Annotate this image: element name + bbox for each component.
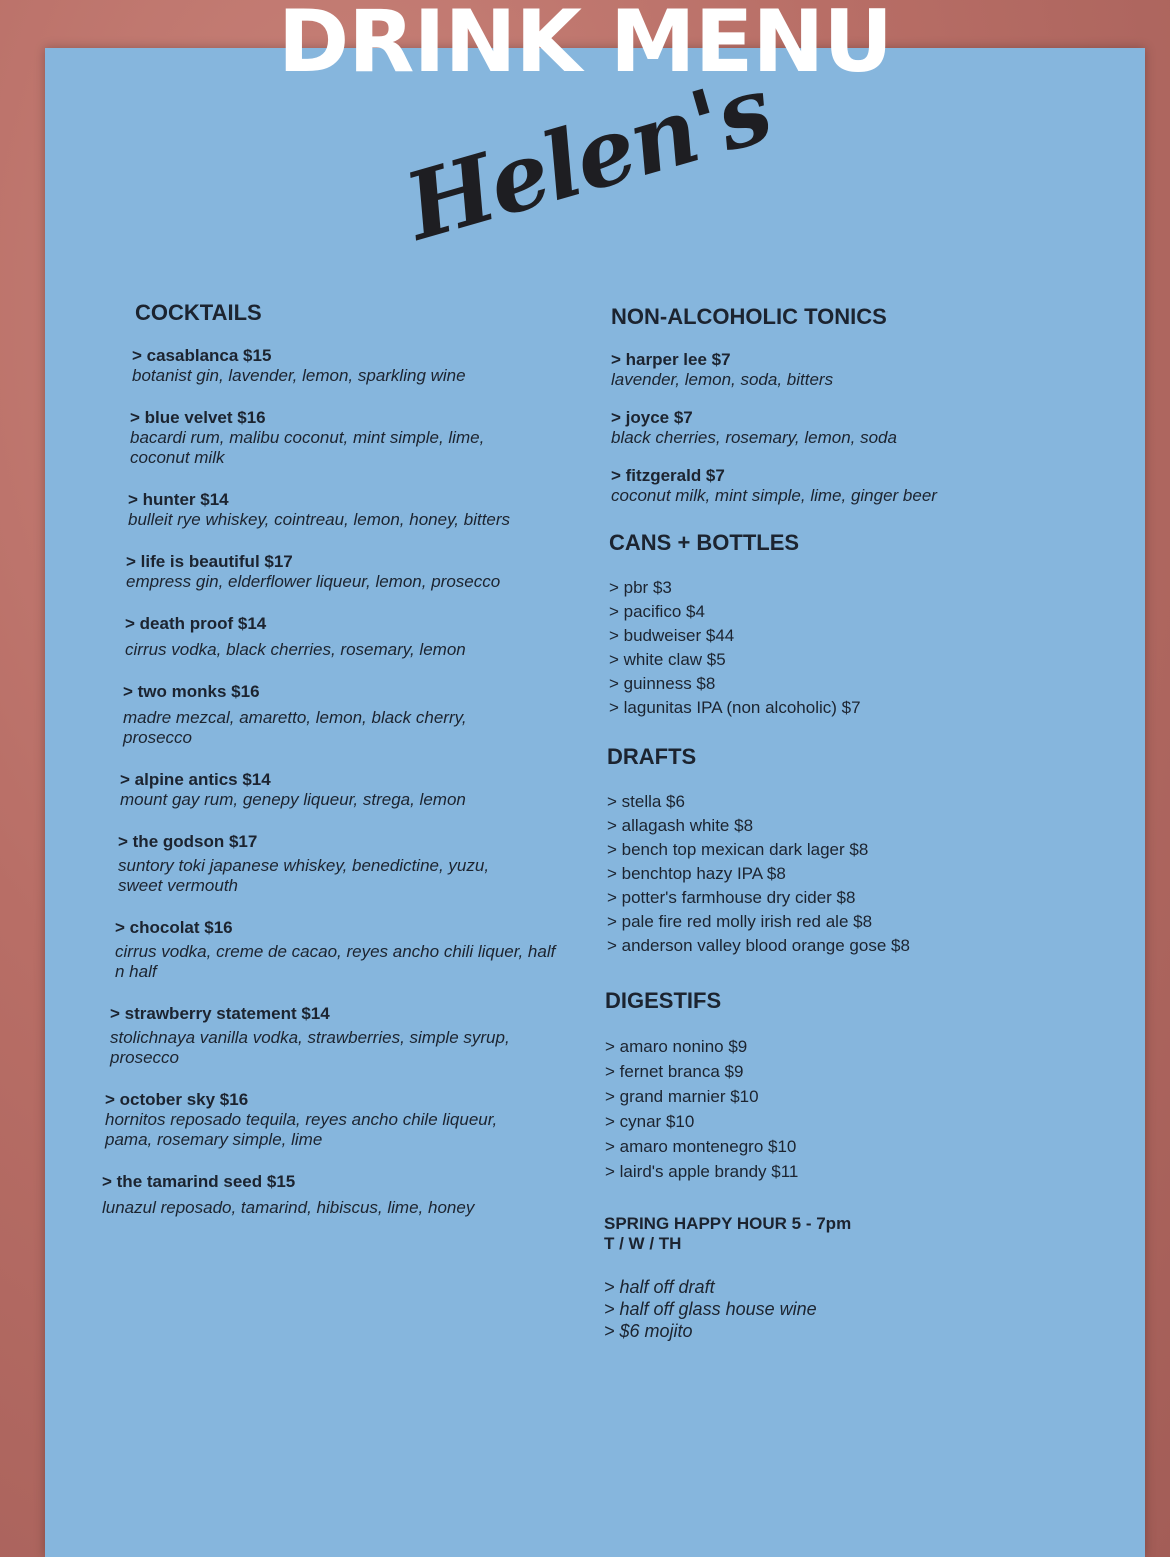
item-desc: coconut milk, mint simple, lime, ginger beer — [611, 486, 937, 505]
list-item — [125, 614, 570, 660]
list-item — [130, 408, 570, 468]
item-desc: bulleit rye whiskey, cointreau, lemon, honey, bitters — [128, 510, 511, 529]
list-item — [105, 1090, 570, 1150]
happy-hour-days: T / W / TH — [604, 1234, 682, 1253]
item-desc: suntory toki japanese whiskey, benedictine, yuzu, sweet vermouth — [118, 856, 490, 895]
item-name: > hunter $14 — [128, 490, 229, 509]
list-item — [102, 1172, 570, 1218]
item-desc: lavender, lemon, soda, bitters — [611, 370, 834, 389]
item-desc: bacardi rum, malibu coconut, mint simple, lime, coconut milk — [130, 428, 485, 467]
list-item: > allagash white $8 — [607, 816, 754, 835]
list-item — [126, 552, 570, 592]
drafts-section — [607, 744, 1124, 958]
list-item — [110, 1004, 570, 1068]
happy-hour-heading — [604, 1214, 1124, 1254]
list-item: > lagunitas IPA (non alcoholic) $7 — [609, 698, 861, 717]
list-item: > potter's farmhouse dry cider $8 — [607, 888, 856, 907]
digestifs-heading: DIGESTIFS — [605, 988, 722, 1013]
item-name: > casablanca $15 — [132, 346, 272, 365]
list-item — [132, 346, 570, 386]
list-item — [120, 770, 570, 810]
item-desc: lunazul reposado, tamarind, hibiscus, lime, honey — [102, 1198, 475, 1217]
list-item: > fernet branca $9 — [605, 1062, 744, 1081]
list-item: > cynar $10 — [605, 1112, 695, 1131]
list-item: > budweiser $44 — [609, 626, 735, 645]
item-desc: black cherries, rosemary, lemon, soda — [611, 428, 897, 447]
item-desc: cirrus vodka, black cherries, rosemary, lemon — [125, 640, 466, 659]
item-desc: botanist gin, lavender, lemon, sparkling wine — [132, 366, 466, 385]
tonics-section — [611, 304, 1124, 506]
list-item: > laird's apple brandy $11 — [605, 1162, 799, 1181]
list-item: > bench top mexican dark lager $8 — [607, 840, 869, 859]
item-name: > the tamarind seed $15 — [102, 1172, 296, 1191]
cocktails-heading: COCKTAILS — [135, 300, 262, 325]
drafts-heading: DRAFTS — [607, 744, 697, 769]
right-column — [604, 304, 1124, 1366]
happy-hour-time: SPRING HAPPY HOUR 5 - 7pm — [604, 1214, 852, 1233]
list-item: > $6 mojito — [604, 1321, 693, 1341]
item-name: > life is beautiful $17 — [126, 552, 293, 571]
item-name: > death proof $14 — [125, 614, 267, 633]
list-item — [611, 408, 1124, 448]
list-item: > pale fire red molly irish red ale $8 — [607, 912, 873, 931]
digestifs-section — [605, 988, 1124, 1184]
item-name: > two monks $16 — [123, 682, 260, 701]
list-item: > pacifico $4 — [609, 602, 705, 621]
list-item: > amaro montenegro $10 — [605, 1137, 797, 1156]
item-name: > harper lee $7 — [611, 350, 731, 369]
helens-logo: Helen's — [394, 54, 782, 262]
item-desc: stolichnaya vanilla vodka, strawberries, simple syrup, prosecco — [110, 1028, 510, 1067]
item-name: > alpine antics $14 — [120, 770, 271, 789]
list-item: > half off draft — [604, 1277, 715, 1297]
cocktails-column — [100, 300, 570, 1240]
item-name: > joyce $7 — [611, 408, 693, 427]
item-desc: madre mezcal, amaretto, lemon, black cherry, prosecco — [123, 708, 467, 747]
list-item: > white claw $5 — [609, 650, 726, 669]
list-item: > half off glass house wine — [604, 1299, 817, 1319]
item-desc: cirrus vodka, creme de cacao, reyes ancho chili liquer, half n half — [115, 942, 556, 981]
item-name: > strawberry statement $14 — [110, 1004, 330, 1023]
list-item: > pbr $3 — [609, 578, 672, 597]
list-item — [611, 350, 1124, 390]
item-desc: hornitos reposado tequila, reyes ancho chile liqueur, pama, rosemary simple, lime — [105, 1110, 498, 1149]
list-item — [118, 832, 570, 896]
item-name: > fitzgerald $7 — [611, 466, 725, 485]
list-item — [128, 490, 570, 530]
cans-heading: CANS + BOTTLES — [609, 530, 800, 555]
list-item: > anderson valley blood orange gose $8 — [607, 936, 910, 955]
list-item: > stella $6 — [607, 792, 685, 811]
list-item: > benchtop hazy IPA $8 — [607, 864, 786, 883]
item-name: > chocolat $16 — [115, 918, 233, 937]
list-item — [123, 682, 570, 748]
list-item — [115, 918, 570, 982]
item-name: > blue velvet $16 — [130, 408, 266, 427]
list-item — [611, 466, 1124, 506]
item-desc: empress gin, elderflower liqueur, lemon, prosecco — [126, 572, 501, 591]
drink-menu-title: DRINK MENU — [277, 0, 893, 92]
cans-section — [609, 530, 1124, 720]
item-name: > the godson $17 — [118, 832, 258, 851]
item-name: > october sky $16 — [105, 1090, 249, 1109]
list-item: > grand marnier $10 — [605, 1087, 759, 1106]
item-desc: mount gay rum, genepy liqueur, strega, lemon — [120, 790, 466, 809]
list-item: > amaro nonino $9 — [605, 1037, 748, 1056]
list-item: > guinness $8 — [609, 674, 716, 693]
happy-hour-section — [604, 1214, 1124, 1342]
tonics-heading: NON-ALCOHOLIC TONICS — [611, 304, 887, 329]
